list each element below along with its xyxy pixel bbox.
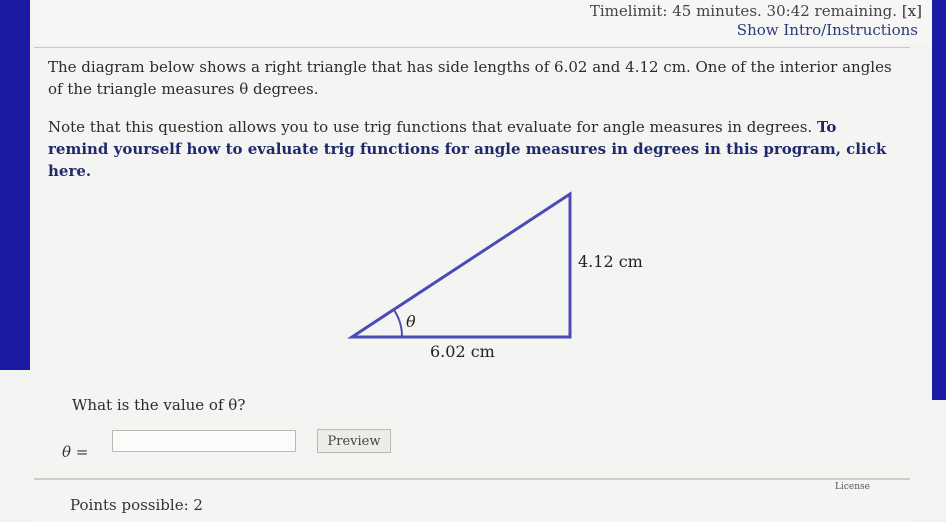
angle-arc: [394, 310, 402, 337]
trig-help-link[interactable]: To remind yourself how to evaluate trig functions for angle measures in degrees in this program, click here.: [48, 118, 887, 180]
question-prompt: What is the value of θ?: [72, 396, 246, 414]
angle-theta-label: θ: [406, 312, 416, 331]
right-accent-bar: [932, 0, 946, 400]
preview-button[interactable]: Preview: [317, 429, 391, 453]
triangle-shape: [352, 194, 570, 337]
question-panel: [34, 47, 910, 522]
divider: [34, 478, 910, 480]
side-horizontal-label: 6.02 cm: [430, 342, 495, 361]
close-timer-button[interactable]: [x]: [901, 2, 922, 20]
side-vertical-label: 4.12 cm: [578, 252, 643, 271]
answer-input[interactable]: [112, 430, 296, 452]
license-link[interactable]: License: [835, 482, 870, 492]
top-bar: [30, 0, 932, 44]
triangle-diagram: [344, 180, 644, 370]
timelimit-text: Timelimit: 45 minutes. 30:42 remaining.: [589, 2, 898, 20]
answer-label: θ =: [62, 443, 89, 461]
note-text: Note that this question allows you to use trig functions that evaluate for angle measures in degrees.: [48, 118, 813, 136]
left-accent-bar: [0, 0, 30, 370]
question-intro: The diagram below shows a right triangle that has side lengths of 6.02 and 4.12 cm. One of the interior angles of the triangle measures θ degrees.: [48, 58, 892, 98]
points-possible: Points possible: 2: [70, 496, 203, 514]
question-note: [48, 116, 898, 182]
show-intro-link[interactable]: Show Intro/Instructions: [736, 21, 918, 39]
timelimit-status: [590, 2, 922, 20]
